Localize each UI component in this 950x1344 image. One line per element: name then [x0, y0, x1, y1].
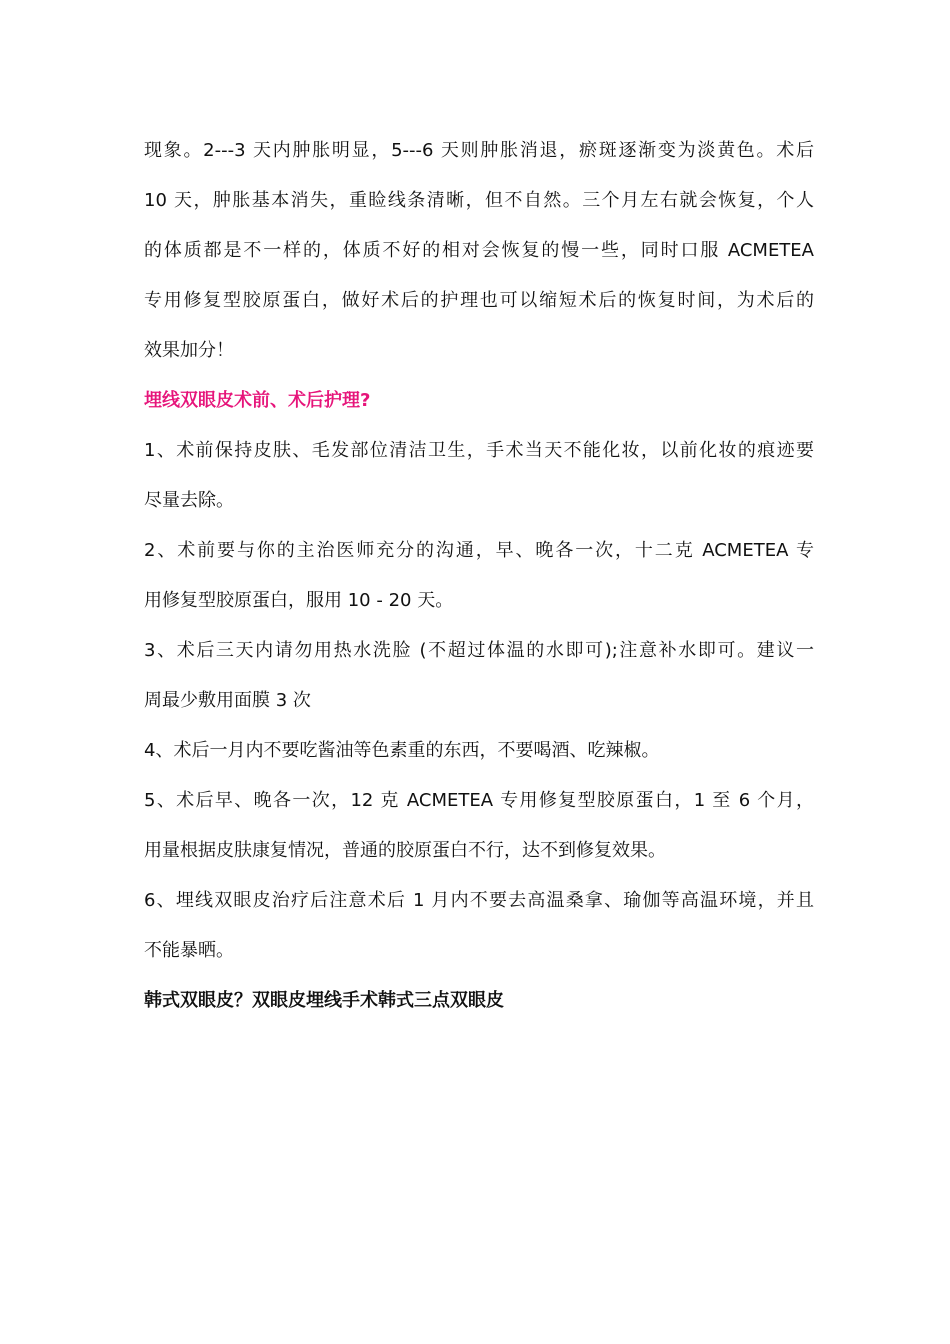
list-item-line: 用修复型胶原蛋白，服用 10 - 20 天。: [144, 590, 454, 611]
list-item-line: 5、术后早、晚各一次，12 克 ACMETEA 专用修复型胶原蛋白，1 至 6 个月，: [144, 790, 814, 811]
list-item: [144, 876, 814, 976]
intro-line: 现象。2---3 天内肿胀明显，5---6 天则肿胀消退，瘀斑逐渐变为淡黄色。术后: [144, 140, 814, 161]
intro-paragraph: [144, 126, 814, 376]
list-item: [144, 526, 814, 626]
intro-line: 的体质都是不一样的，体质不好的相对会恢复的慢一些，同时口服 ACMETEA: [144, 240, 814, 261]
list-item-line: 6、埋线双眼皮治疗后注意术后 1 月内不要去高温桑拿、瑜伽等高温环境，并且: [144, 890, 814, 911]
list-item-line: 不能暴晒。: [144, 940, 234, 961]
list-item-line: 尽量去除。: [144, 490, 234, 511]
document-page: [144, 126, 814, 1026]
closing-heading: 韩式双眼皮？双眼皮埋线手术韩式三点双眼皮: [144, 990, 504, 1011]
list-item: [144, 726, 814, 776]
list-item-line: 2、术前要与你的主治医师充分的沟通，早、晚各一次，十二克 ACMETEA 专: [144, 540, 814, 561]
list-item: [144, 426, 814, 526]
intro-line: 10 天，肿胀基本消失，重睑线条清晰，但不自然。三个月左右就会恢复，个人: [144, 190, 814, 211]
list-item-line: 周最少敷用面膜 3 次: [144, 690, 311, 711]
section-heading: 埋线双眼皮术前、术后护理?: [144, 390, 371, 411]
list-item-line: 4、术后一月内不要吃酱油等色素重的东西，不要喝酒、吃辣椒。: [144, 740, 660, 761]
list-item: [144, 776, 814, 876]
list-item-line: 3、术后三天内请勿用热水洗脸 (不超过体温的水即可);注意补水即可。建议一: [144, 640, 814, 661]
list-item: [144, 626, 814, 726]
care-list: [144, 426, 814, 976]
intro-line: 效果加分！: [144, 340, 234, 361]
list-item-line: 用量根据皮肤康复情况，普通的胶原蛋白不行，达不到修复效果。: [144, 840, 666, 861]
intro-line: 专用修复型胶原蛋白，做好术后的护理也可以缩短术后的恢复时间，为术后的: [144, 290, 814, 311]
list-item-line: 1、术前保持皮肤、毛发部位清洁卫生，手术当天不能化妆，以前化妆的痕迹要: [144, 440, 814, 461]
